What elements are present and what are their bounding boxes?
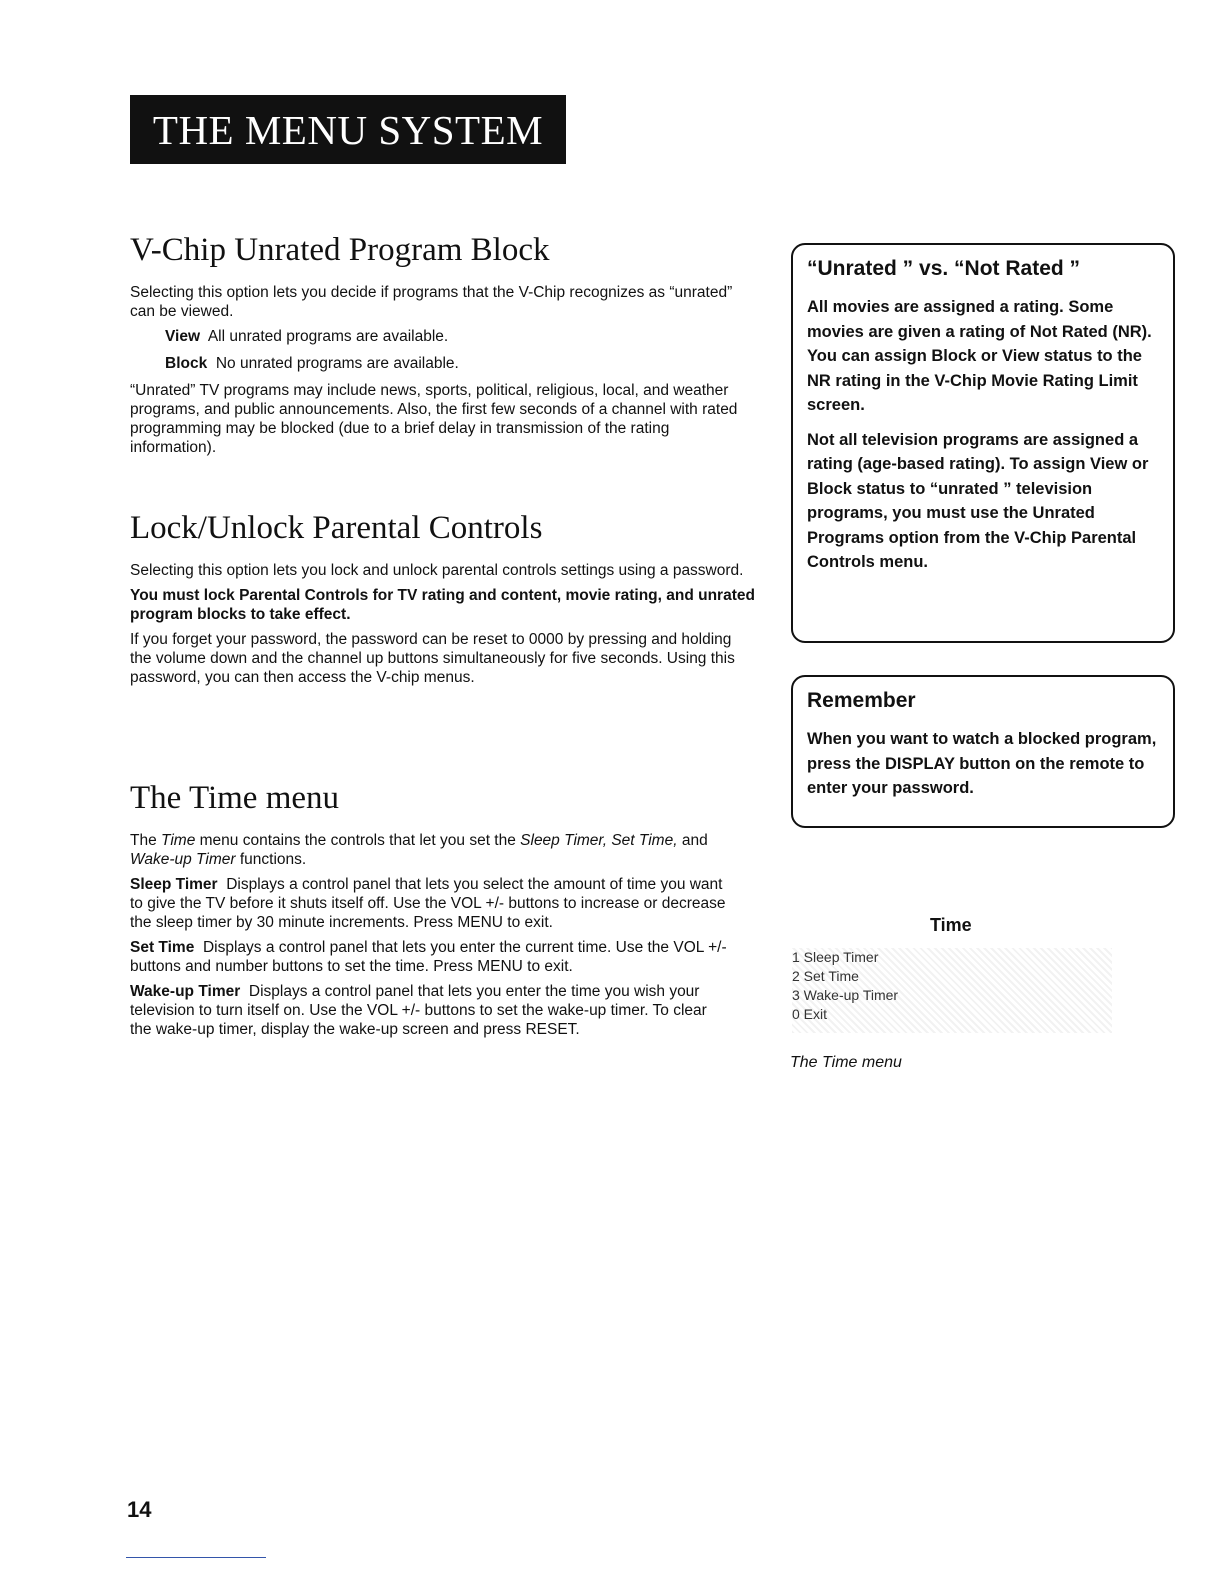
screen-menu-item: 0 Exit [792, 1006, 828, 1022]
vchip-body: “Unrated” TV programs may include news, sports, political, religious, local, and weather programs, and public announcements. Also, the first few seconds of a channel with rated programming may be blocked (due to a brief delay in transmission of the rating information). [130, 382, 738, 456]
screen-menu-item: 2 Set Time [792, 968, 859, 984]
item-desc: Displays a control panel that lets you enter the time you wish your television to turn itself on. Use the VOL +/- buttons to set the wake-up timer. To clear the wake-up timer, display the wake-up screen and press RESET. [130, 983, 707, 1038]
time-item-wake [130, 982, 730, 1039]
item-term: Wake-up Timer [130, 983, 241, 1000]
intro-function: Wake-up Timer [130, 851, 236, 868]
time-item-sleep [130, 875, 730, 932]
box-paragraph: All movies are assigned a rating. Some movies are given a rating of Not Rated (NR). You can assign Block or View status to the NR rating in the V-Chip Movie Rating Limit screen. [807, 298, 1152, 414]
box-title: “Unrated ” vs. “Not Rated ” [807, 257, 1081, 280]
page-header: THE MENU SYSTEM [130, 95, 566, 164]
remember-box [791, 675, 1175, 828]
lock-section [130, 510, 755, 693]
vchip-section [130, 232, 755, 463]
time-item-set [130, 938, 730, 976]
intro-text: menu contains the controls that let you set the [195, 832, 521, 849]
vchip-intro: Selecting this option lets you decide if programs that the V-Chip recognizes as “unrated” can be viewed. [130, 284, 733, 320]
box-title: Remember [807, 689, 916, 712]
time-intro [130, 831, 730, 869]
intro-text: functions. [235, 851, 307, 868]
lock-heading: Lock/Unlock Parental Controls [130, 510, 543, 546]
option-desc: All unrated programs are available. [207, 328, 449, 345]
figure-caption: The Time menu [790, 1054, 902, 1071]
intro-function: Sleep Timer, Set Time, [520, 832, 678, 849]
time-menu-screen [790, 910, 1120, 1035]
time-heading: The Time menu [130, 780, 340, 816]
lock-body: If you forget your password, the password can be reset to 0000 by pressing and holding the volume down and the channel up buttons simultaneously for five seconds. Using this password, you can then access the V-chip menus. [130, 631, 735, 686]
item-term: Set Time [130, 939, 195, 956]
option-term: View [165, 328, 201, 345]
item-desc: Displays a control panel that lets you enter the current time. Use the VOL +/- buttons and number buttons to set the time. Press MENU to exit. [130, 939, 727, 975]
item-term: Sleep Timer [130, 876, 218, 893]
vchip-heading: V-Chip Unrated Program Block [130, 232, 550, 268]
box-paragraph: Not all television programs are assigned a rating (age-based rating). To assign View or Block status to “unrated ” television programs, you must use the Unrated Programs option from the V-Chip Parental Controls menu. [807, 430, 1149, 571]
time-section [130, 780, 730, 1045]
intro-text: The [130, 832, 162, 849]
lock-warning: You must lock Parental Controls for TV rating and content, movie rating, and unrated program blocks to take effect. [130, 587, 755, 623]
item-desc: Displays a control panel that lets you select the amount of time you want to give the TV before it shuts itself off. Use the VOL +/- buttons to increase or decrease the sleep timer by 30 minute increments. Press MENU to exit. [130, 876, 726, 931]
screen-menu-item: 1 Sleep Timer [792, 949, 879, 965]
screen-menu-list [792, 948, 1112, 1033]
intro-menu-name: Time [161, 832, 196, 849]
lock-intro: Selecting this option lets you lock and unlock parental controls settings using a password. [130, 562, 744, 579]
screen-menu-item: 3 Wake-up Timer [792, 987, 899, 1003]
option-desc: No unrated programs are available. [215, 355, 459, 372]
page-number: 14 [127, 1497, 152, 1522]
screen-title: Time [930, 915, 972, 935]
vchip-option-block [130, 354, 755, 373]
footer-rule [126, 1557, 266, 1558]
intro-text: and [677, 832, 708, 849]
vchip-option-view [130, 327, 755, 346]
box-paragraph: When you want to watch a blocked program, press the DISPLAY button on the remote to enter your password. [807, 730, 1157, 797]
unrated-vs-not-rated-box [791, 243, 1175, 643]
option-term: Block [165, 355, 208, 372]
